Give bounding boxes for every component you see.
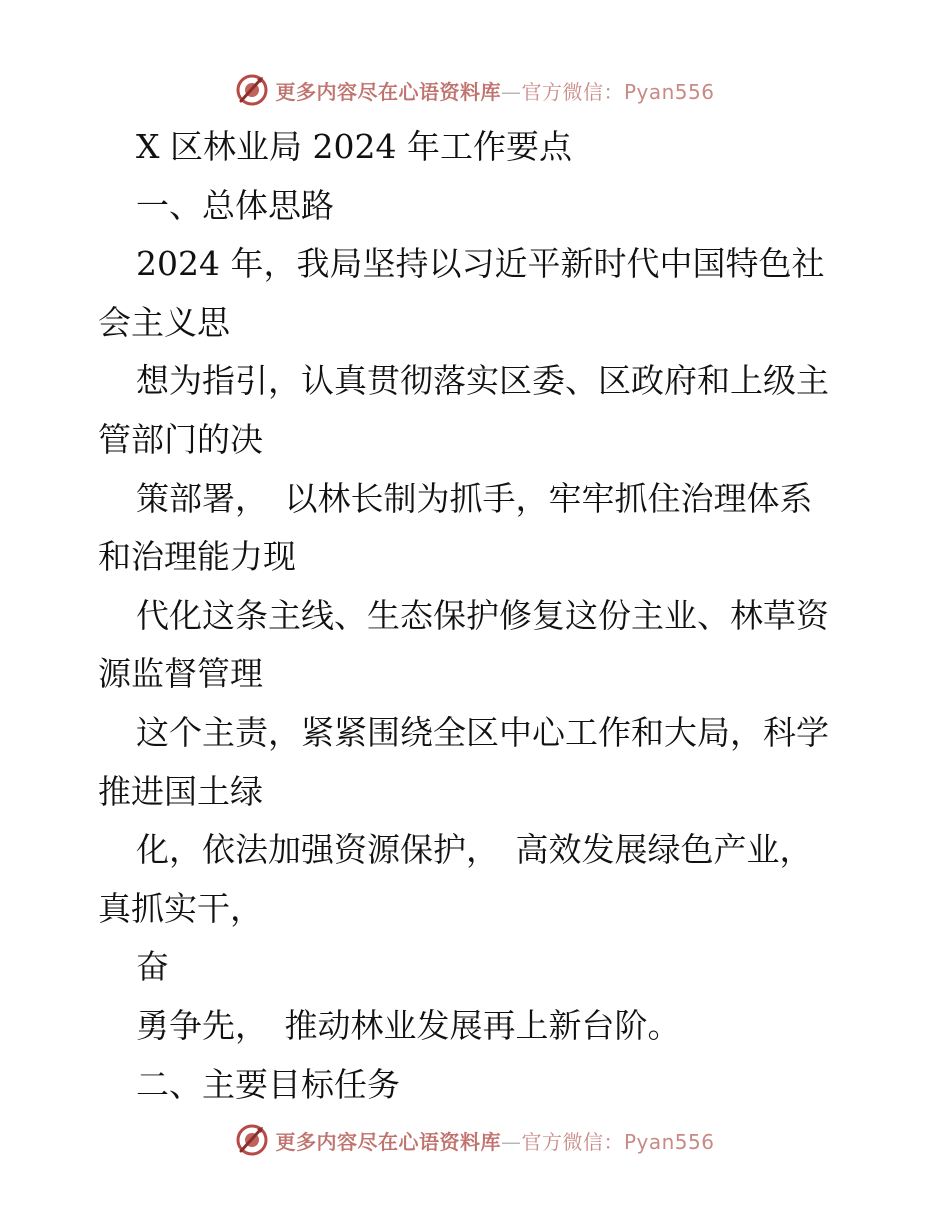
watermark-brand: 更多内容尽在心语资料库 [275, 79, 501, 104]
watermark-text [275, 76, 714, 105]
logo-icon [235, 73, 269, 107]
doc-line: X 区林业局 2024 年工作要点 [136, 127, 572, 166]
document-body [98, 118, 858, 1114]
doc-line: 会主义思 [98, 302, 230, 342]
watermark-contact: 官方微信：Pyan556 [521, 1129, 715, 1154]
doc-line: 代化这条主线、生态保护修复这份主业、林草资 [136, 595, 829, 635]
doc-line: 策部署， 以林长制为抓手，牢牢抓住治理体系 [136, 478, 813, 518]
doc-line: 想为指引，认真贯彻落实区委、区政府和上级主 [136, 361, 829, 401]
watermark-text [275, 1126, 714, 1155]
doc-line: 二、主要目标任务 [136, 1064, 400, 1104]
watermark-header [0, 70, 950, 110]
doc-line: 奋 [136, 947, 169, 987]
doc-line: 推进国土绿 [98, 771, 263, 811]
watermark-brand: 更多内容尽在心语资料库 [275, 1129, 501, 1154]
watermark-contact: 官方微信：Pyan556 [521, 79, 715, 104]
doc-line: 化，依法加强资源保护， 高效发展绿色产业， [136, 830, 813, 870]
doc-line: 这个主责，紧紧围绕全区中心工作和大局，科学 [136, 712, 829, 752]
doc-line: 2024 年，我局坚持以习近平新时代中国特色社 [136, 244, 825, 284]
doc-line: 和治理能力现 [98, 537, 296, 577]
doc-line: 一、总体思路 [136, 185, 334, 225]
doc-line: 管部门的决 [98, 419, 263, 459]
watermark-separator: — [500, 79, 522, 104]
doc-line: 源监督管理 [98, 654, 263, 694]
watermark-footer [0, 1120, 950, 1160]
doc-line: 勇争先， 推动林业发展再上新台阶。 [136, 1005, 681, 1045]
watermark-separator: — [500, 1129, 522, 1154]
doc-line: 真抓实干， [98, 888, 263, 928]
logo-icon [235, 1123, 269, 1157]
